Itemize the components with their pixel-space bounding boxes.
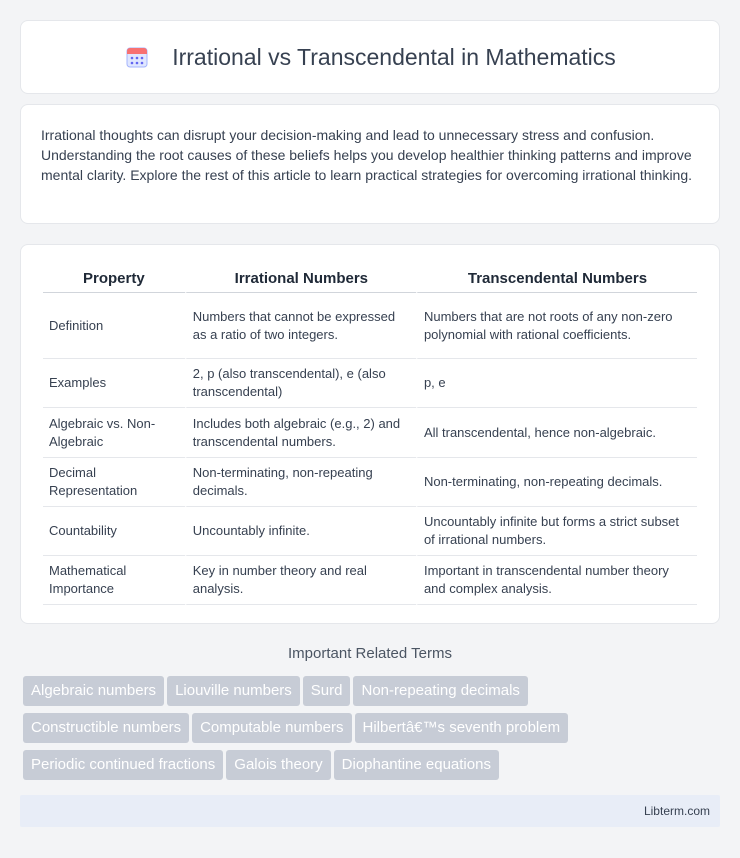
page-title: Irrational vs Transcendental in Mathematics: [172, 43, 616, 70]
table-cell: Uncountably infinite but forms a strict subset of irrational numbers.: [416, 507, 697, 556]
column-header: Property: [43, 265, 185, 293]
table-cell: Definition: [43, 293, 185, 359]
related-term-tag[interactable]: Galois theory: [226, 750, 330, 780]
column-header: Transcendental Numbers: [416, 265, 697, 293]
footer: [20, 795, 720, 827]
comparison-table-card: [20, 244, 720, 624]
table-cell: Examples: [43, 359, 185, 408]
table-cell: Non-terminating, non-repeating decimals.: [185, 458, 416, 507]
intro-card: [20, 104, 720, 224]
table-row: [43, 507, 697, 556]
related-term-tag[interactable]: Algebraic numbers: [23, 676, 164, 706]
related-term-tag[interactable]: Diophantine equations: [334, 750, 499, 780]
table-cell: Important in transcendental number theory and complex analysis.: [416, 556, 697, 605]
table-header-row: [43, 265, 697, 293]
table-cell: Countability: [43, 507, 185, 556]
table-row: [43, 359, 697, 408]
table-cell: Uncountably infinite.: [185, 507, 416, 556]
column-header: Irrational Numbers: [185, 265, 416, 293]
footer-site-link[interactable]: Libterm.com: [643, 804, 710, 818]
table-row: [43, 556, 697, 605]
comparison-table: [43, 265, 697, 605]
related-terms-list: [23, 676, 723, 787]
table-cell: All transcendental, hence non-algebraic.: [416, 408, 697, 458]
table-cell: 2, p (also transcendental), e (also transcendental): [185, 359, 416, 408]
table-cell: Non-terminating, non-repeating decimals.: [416, 458, 697, 507]
table-cell: Key in number theory and real analysis.: [185, 556, 416, 605]
related-term-tag[interactable]: Constructible numbers: [23, 713, 189, 743]
table-cell: Decimal Representation: [43, 458, 185, 507]
related-term-tag[interactable]: Liouville numbers: [167, 676, 300, 706]
table-row: [43, 458, 697, 507]
related-term-tag[interactable]: Periodic continued fractions: [23, 750, 223, 780]
calendar-icon: [124, 44, 150, 70]
related-term-tag[interactable]: Surd: [303, 676, 351, 706]
related-term-tag[interactable]: Hilbertâ€™s seventh problem: [355, 713, 569, 743]
related-term-tag[interactable]: Computable numbers: [192, 713, 351, 743]
related-term-tag[interactable]: Non-repeating decimals: [353, 676, 527, 706]
table-cell: Numbers that are not roots of any non-zero polynomial with rational coefficients.: [416, 293, 697, 359]
table-row: [43, 293, 697, 359]
table-cell: Mathematical Importance: [43, 556, 185, 605]
related-terms-title: Important Related Terms: [288, 645, 452, 662]
table-cell: Algebraic vs. Non-Algebraic: [43, 408, 185, 458]
intro-text: Irrational thoughts can disrupt your decision-making and lead to unnecessary stress and confusion. Understanding the root causes of these beliefs helps you develop healthier thinking patterns and improve mental clarity. Explore the rest of this article to learn practical strategies for overcoming irrational thinking.: [41, 127, 693, 183]
table-cell: Numbers that cannot be expressed as a ratio of two integers.: [185, 293, 416, 359]
table-cell: Includes both algebraic (e.g., 2) and transcendental numbers.: [185, 408, 416, 458]
table-row: [43, 408, 697, 458]
header-card: [20, 20, 720, 94]
table-cell: p, e: [416, 359, 697, 408]
